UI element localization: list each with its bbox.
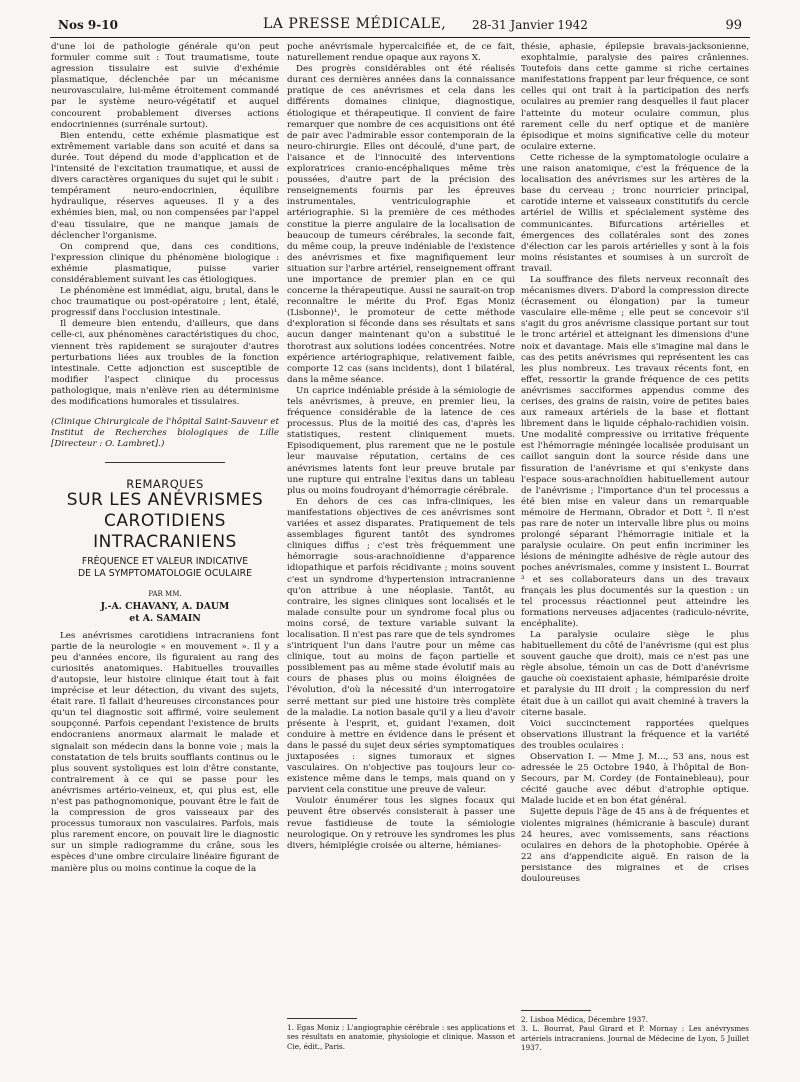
footnote-rule	[521, 1010, 591, 1011]
footnote: 2. Lisboa Médica, Décembre 1937.	[521, 1015, 649, 1024]
col2-paragraph: En dehors de ces cas infra-cliniques, les manifestations objectives de ces anévrismes sont variées et assez disparates. Pratiquement de tels assemblages figurent tantôt des syndromes cliniques diffus ; c'est très fréquemment une hémorragie sous-arachnoïdienne d'apparence idiopathique et parfois récidivante ; moins souvent c'est un syndrome d'hypertension intracranienne qu'on attribue à une néoplasie. Tantôt, au contraire, les signes cliniques sont localisés et le malade consulte pour un syndrome focal plus ou moins corsé, de texture variable suivant la localisation. Il n'est pas rare que de tels syndromes s'intriquent l'un dans l'autre pour un même cas clinique, tout au moins de façon partielle et possiblement pas au même stade évolutif mais au cours de phases plus ou moins éloignées de l'évolution, d'où la nécessité d'un interrogatoire serré mettant sur pied une histoire très complète de la maladie. La notion basale qu'il y a lieu d'avoir présente à l'esprit, et, guidant l'examen, doit conduire à mettre en évidence dans le présent et dans le passé du sujet deux séries symptomatiques juxtaposées : signes tumoraux et signes vasculaires. On n'objective pas toujours leur co-existence même dans le temps, mais quand on y parvient cela constitue une preuve de valeur.	[287, 496, 515, 796]
article-heading	[51, 479, 279, 624]
col3-paragraph: La paralysie oculaire siège le plus habituellement du côté de l'anévrisme (qui est plus souvent gauche que droit), mais ce n'est pas une règle absolue, témoin un cas de Dott d'anévrisme gauche où coexistaient aphasie, hémiparésie droite et paralysie du III droit ; la compression du nerf était due à un caillot qui avait cheminé à travers la citerne basale.	[521, 629, 749, 718]
col3-paragraph: La souffrance des filets nerveux reconnaît des mécanismes divers. D'abord la compression directe (écrasement ou élongation) par la tumeur vasculaire elle-même ; elle peut se concevoir s'il s'agit du gros anévrisme classique portant sur tout le tronc artériel et atteignant les dimensions d'une noix et davantage. Mais elle s'imagine mal dans le cas des petits anévrismes qui représentent les cas les plus nombreux. Les travaux récents font, en effet, ressortir la grande fréquence de ces petits anévrismes sacciformes appendus comme des cerises, des grains de raisin, voire de petites baies aux rameaux artériels de la base et flottant librement dans le liquide céphalo-rachidien voisin. Une modalité compressive ou irritative fréquente est l'hémorragie méningée localisée produisant un caillot sanguin dont la source réside dans une fissuration de l'anévrisme et qui s'enkyste dans l'espace sous-arachnoïdien habituellement autour de l'anévrisme ; l'importance d'un tel processus a été bien mise en valeur dans un remarquable mémoire de Hermann, Obrador et Dott ². Il n'est pas rare de noter un intervalle libre plus ou moins prolongé séparant l'hémorragie initiale et la paralysie oculaire. On peut enfin incriminer les lésions de méningite adhésive de règle autour des poches anévrismales, comme y insistent L. Bourrat ³ et ses collaborateurs dans un des travaux français les plus documentés sur la question : un tel processus réactionnel peut atteindre les formations nerveuses adjacentes (radiculo-névrite, encéphalite).	[521, 274, 749, 629]
col3-paragraph: Sujette depuis l'âge de 45 ans à de fréquentes et violentes migraines (hémicranie à bascule) durant 24 heures, avec vomissements, sans réactions oculaires en dehors de la photophobie. Opérée à 22 ans d'appendicite aiguë. En raison de la persistance des migraines et de crises douloureuses	[521, 807, 749, 885]
col1-paragraph: Il demeure bien entendu, d'ailleurs, que dans celle-ci, aux phénomènes caractéristiques du choc, viennent très rapidement se surajouter d'autres perturbations liées aux troubles de la fonction intestinale. Cette adjonction est susceptible de modifier l'aspect clinique du processus pathologique, mais n'enlève rien au déterminisme des modifications humorales et tissulaires.	[51, 319, 279, 407]
issue-date: 28-31 Janvier 1942	[472, 18, 588, 32]
page-number: 99	[725, 18, 742, 33]
article-authors: J.-A. CHAVANY, A. DAUM	[100, 600, 230, 612]
footnotes-col2	[287, 1018, 515, 1051]
col2-paragraph: Un caprice indéniable préside à la sémiologie de tels anévrismes, à preuve, en premier lieu, la fréquence considérable de la latence de ces processus. Plus de la moitié des cas, d'après les statistiques, restent cliniquement muets. Episodiquement, plus rarement que ne le postule leur mauvaise réputation, certains de ces anévrismes latents font leur preuve brutale par une rupture qui entraîne l'exitus dans un tableau plus ou moins foudroyant d'hémorragie cérébrale.	[287, 385, 515, 496]
article-subtitle: FRÉQUENCE ET VALEUR INDICATIVE	[81, 556, 249, 568]
issue-number: Nos 9-10	[58, 18, 118, 32]
header-rule	[50, 37, 750, 38]
article-title-line: CAROTIDIENS	[104, 511, 226, 532]
institution-caption: (Clinique Chirurgicale de l'hôpital Saint-Sauveur et Institut de Recherches biologiques de Lille [Directeur : O. Lambret].)	[51, 417, 279, 450]
col3-paragraph: Cette richesse de la symptomatologie oculaire a une raison anatomique, c'est la fréquence de la localisation des anévrismes sur les artères de la base du cerveau ; tronc nourricier principal, carotide interne et vaisseaux constitutifs du cercle artériel de Willis et spécialement système des communicantes. Bifurcations artérielles et émergences des collatérales sont des zones d'élection car les parois artérielles y sont à la fois moins résistantes et soumises à un surcroît de travail.	[521, 152, 749, 274]
col2-paragraph: poche anévrismale hypercalcifiée et, de ce fait, naturellement rendue opaque aux rayons X.	[287, 42, 515, 64]
article-title-line: INTRACRANIENS	[93, 532, 237, 553]
column-3	[521, 42, 749, 885]
col1-paragraph: Le phénomène est immédiat, aigu, brutal, dans le choc traumatique ou post-opératoire ; lent, étalé, progressif dans l'occlusion intestinale.	[51, 286, 279, 319]
column-1	[51, 42, 279, 875]
footnote: 3. L. Bourrat, Paul Girard et P. Mornay : Les anévrysmes artériels intracraniens. Journal de Médecine de Lyon, 5 Juillet 1937.	[521, 1024, 749, 1052]
footnote: 1. Egas Moniz : L'angiographie cérébrale : ses applications et ses résultats en anatomie, physiologie et clinique. Masson et Cie, édit., Paris.	[287, 1023, 515, 1051]
col3-paragraph: thésie, aphasie, épilepsie bravais-jacksonienne, exophtalmie, paralysie des paires crâniennes. Toutefois dans cette gamme si riche certaines manifestations frappent par leur fréquence, ce sont celles qui ont trait à la participation des nerfs oculaires au premier rang desquelles il faut placer l'atteinte du moteur oculaire commun, plus rarement celle du nerf optique et de manière épisodique et moins significative celle du moteur oculaire externe.	[521, 42, 749, 152]
col1-paragraph: Bien entendu, cette exhémie plasmatique est extrêmement variable dans son acuité et dans sa durée. Tout dépend du mode d'application et de l'intensité de l'excitation traumatique, et aussi de divers caractères organiques du sujet qui le subit : tempérament neuro-endocrinien, équilibre hydraulique, réserves aqueuses. Il y a des exhémies bien, mal, ou non compensées par l'appel d'eau tissulaire, que ne manque jamais de déclencher l'organisme.	[51, 130, 279, 241]
running-header	[58, 14, 742, 36]
footnote-rule	[287, 1018, 357, 1019]
article-title-line: REMARQUES	[126, 477, 204, 492]
col2-paragraph: Des progrès considérables ont été réalisés durant ces dernières années dans la connaissance pratique de ces anévrismes et cela dans les différents domaines clinique, diagnostique, étiologique et thérapeutique. Il convient de faire remarquer que nombre de ces acquisitions ont été de pair avec l'admirable essor contemporain de la neuro-chirurgie. Elles ont découlé, d'une part, de l'aisance et de l'innocuité des interventions exploratrices cranio-encéphaliques même très poussées, d'autre part de la précision des renseignements fournis par les épreuves instrumentales, ventriculographie et artériographie. Si la première de ces méthodes constitue la pierre angulaire de la localisation de beaucoup de tumeurs cérébrales, la seconde fait, du même coup, la preuve indéniable de l'existence des anévrismes et fixe magnifiquement leur situation sur l'arbre artériel, renseignement offrant une importance de premier plan en ce qui concerne la thérapeutique. Aussi ne saurait-on trop reconnaître le mérite du Prof. Egas Moniz (Lisbonne)¹, le promoteur de cette méthode d'exploration si féconde dans ses résultats et sans aucun danger maintenant qu'on a substitué le thorotrast aux solutions iodées concentrées. Notre expérience artériographique, relativement faible, comporte 12 cas (sans incidents), dont 1 bilatéral, dans la même séance.	[287, 64, 515, 385]
col1-paragraph: On comprend que, dans ces conditions, l'expression clinique du phénomène biologique : exhémie plasmatique, puisse varier considérablement suivant les cas étiologiques.	[51, 241, 279, 285]
article-authors: et A. SAMAIN	[129, 612, 201, 624]
article-first-paragraph: Les anévrismes carotidiens intracraniens font partie de la neurologie « en mouvement ». Il y a peu d'années encore, ils figuraient au rang des curiosités anatomiques. Habituelles trouvailles d'autopsie, leur histoire clinique était tout à fait imprécise et leur détection, du vivant des sujets, était rare. Il fallait d'heureuses circonstances pour qu'un tel diagnostic soit affirmé, voire seulement soupçonné. Parfois cependant l'existence de bruits endocraniens anormaux alarmait le malade et signalait son médecin dans la bonne voie ; mais la constatation de tels bruits soufflants continus ou le plus souvent systoliques est loin d'être constante, contrairement à ce qui se passe pour les anévrismes artério-veineux, et, qui plus est, elle n'est pas pathognomonique, pouvant être le fait de la compression de gros vaisseaux par des processus tumoraux non vasculaires. Parfois, mais plus rarement encore, on pouvait lire le diagnostic sur un simple radiogramme du crâne, sous les espèces d'une ombre circulaire linéaire figurant de manière plus ou moins continue la coque de la	[51, 630, 279, 874]
journal-title: LA PRESSE MÉDICALE,	[263, 16, 447, 32]
article-separator	[105, 462, 225, 463]
article-subtitle: DE LA SYMPTOMATOLOGIE OCULAIRE	[78, 568, 252, 580]
article-title-line: SUR LES ANÉVRISMES	[66, 490, 264, 511]
footnotes-col3	[521, 1010, 749, 1052]
col2-paragraph: Vouloir énumérer tous les signes focaux qui peuvent être observés consisterait à passer une revue fastidieuse de toute la sémiologie neurologique. On y retrouve les syndromes les plus divers, hémiplégie croisée ou alterne, hémianes-	[287, 796, 515, 851]
col1-paragraph: d'une loi de pathologie générale qu'on peut formuler comme suit : Tout traumatisme, toute agression tissulaire est suivie d'exhémie plasmatique, déclenchée par un mécanisme neurovasculaire, lui-même étroitement commandé par le système neuro-végétatif et auquel concourent probablement diverses actions endocriniennes (surrénale surtout).	[51, 42, 279, 130]
par-label: PAR MM.	[148, 590, 182, 599]
col3-paragraph: Voici succinctement rapportées quelques observations illustrant la fréquence et la variété des troubles oculaires :	[521, 718, 749, 751]
observation-paragraph: Observation I. — Mme J. M..., 53 ans, nous est adressée le 25 Octobre 1940, à l'hôpital de Bon-Secours, par M. Cordey (de Fontainebleau), pour cécité gauche avec début d'atrophie optique. Malade lucide et en bon état général.	[521, 752, 749, 807]
column-2	[287, 42, 515, 852]
